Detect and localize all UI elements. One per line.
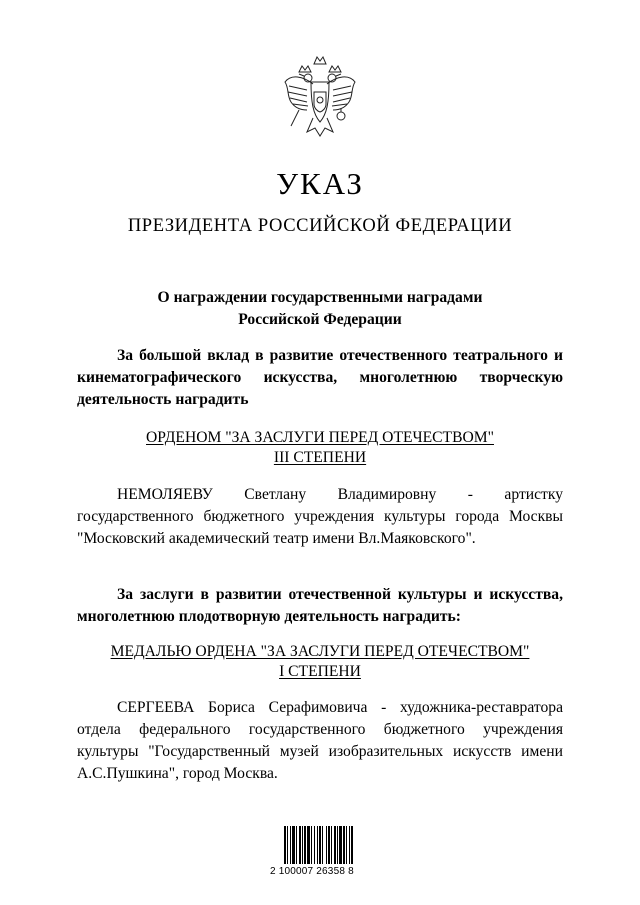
subject-line: Российской Федерации [238, 311, 402, 328]
paragraph-line: СЕРГЕЕВА Бориса Серафимовича - художника-реставратора [117, 699, 563, 716]
document-subject [0, 287, 640, 331]
page-subtitle: ПРЕЗИДЕНТА РОССИЙСКОЙ ФЕДЕРАЦИИ [127, 216, 513, 236]
award-degree: I СТЕПЕНИ [279, 663, 361, 680]
page-title: УКАЗ [276, 166, 364, 201]
subject-line: О награждении государственными наградами [157, 289, 483, 306]
paragraph-line: За большой вклад в развитие отечественного театрального и [117, 347, 563, 364]
award-name: МЕДАЛЬЮ ОРДЕНА "ЗА ЗАСЛУГИ ПЕРЕД ОТЕЧЕСТВОМ" [110, 643, 530, 660]
paragraph-line: За заслуги в развитии отечественной культуры и искусства, [117, 586, 563, 603]
section1-award [0, 428, 640, 468]
barcode-icon [282, 820, 364, 868]
section1-recipient [77, 484, 563, 550]
award-name: ОРДЕНОМ "ЗА ЗАСЛУГИ ПЕРЕД ОТЕЧЕСТВОМ" [146, 429, 494, 446]
paragraph-line: А.С.Пушкина", город Москва. [77, 765, 278, 782]
paragraph-line: кинематографического искусства, многолетнюю творческую [77, 369, 563, 386]
paragraph-line: культуры "Государственный музей изобразительных искусств имени [77, 743, 563, 760]
section1-intro [77, 345, 563, 411]
paragraph-line: НЕМОЛЯЕВУ Светлану Владимировну - артистку [117, 486, 563, 503]
paragraph-line: многолетнюю плодотворную деятельность наградить: [77, 608, 461, 625]
award-degree: III СТЕПЕНИ [273, 449, 367, 466]
section2-recipient [77, 697, 563, 785]
barcode-number: 2 100007 26358 8 [270, 866, 354, 877]
paragraph-line: отдела федерального государственного бюджетного учреждения [77, 721, 563, 738]
russian-coat-of-arms-icon [277, 52, 363, 146]
paragraph-line: деятельность наградить [77, 391, 249, 408]
section2-award [0, 642, 640, 682]
section2-intro [77, 584, 563, 628]
paragraph-line: государственного бюджетного учреждения культуры города Москвы [77, 508, 563, 525]
paragraph-line: "Московский академический театр имени Вл.Маяковского". [77, 530, 476, 547]
